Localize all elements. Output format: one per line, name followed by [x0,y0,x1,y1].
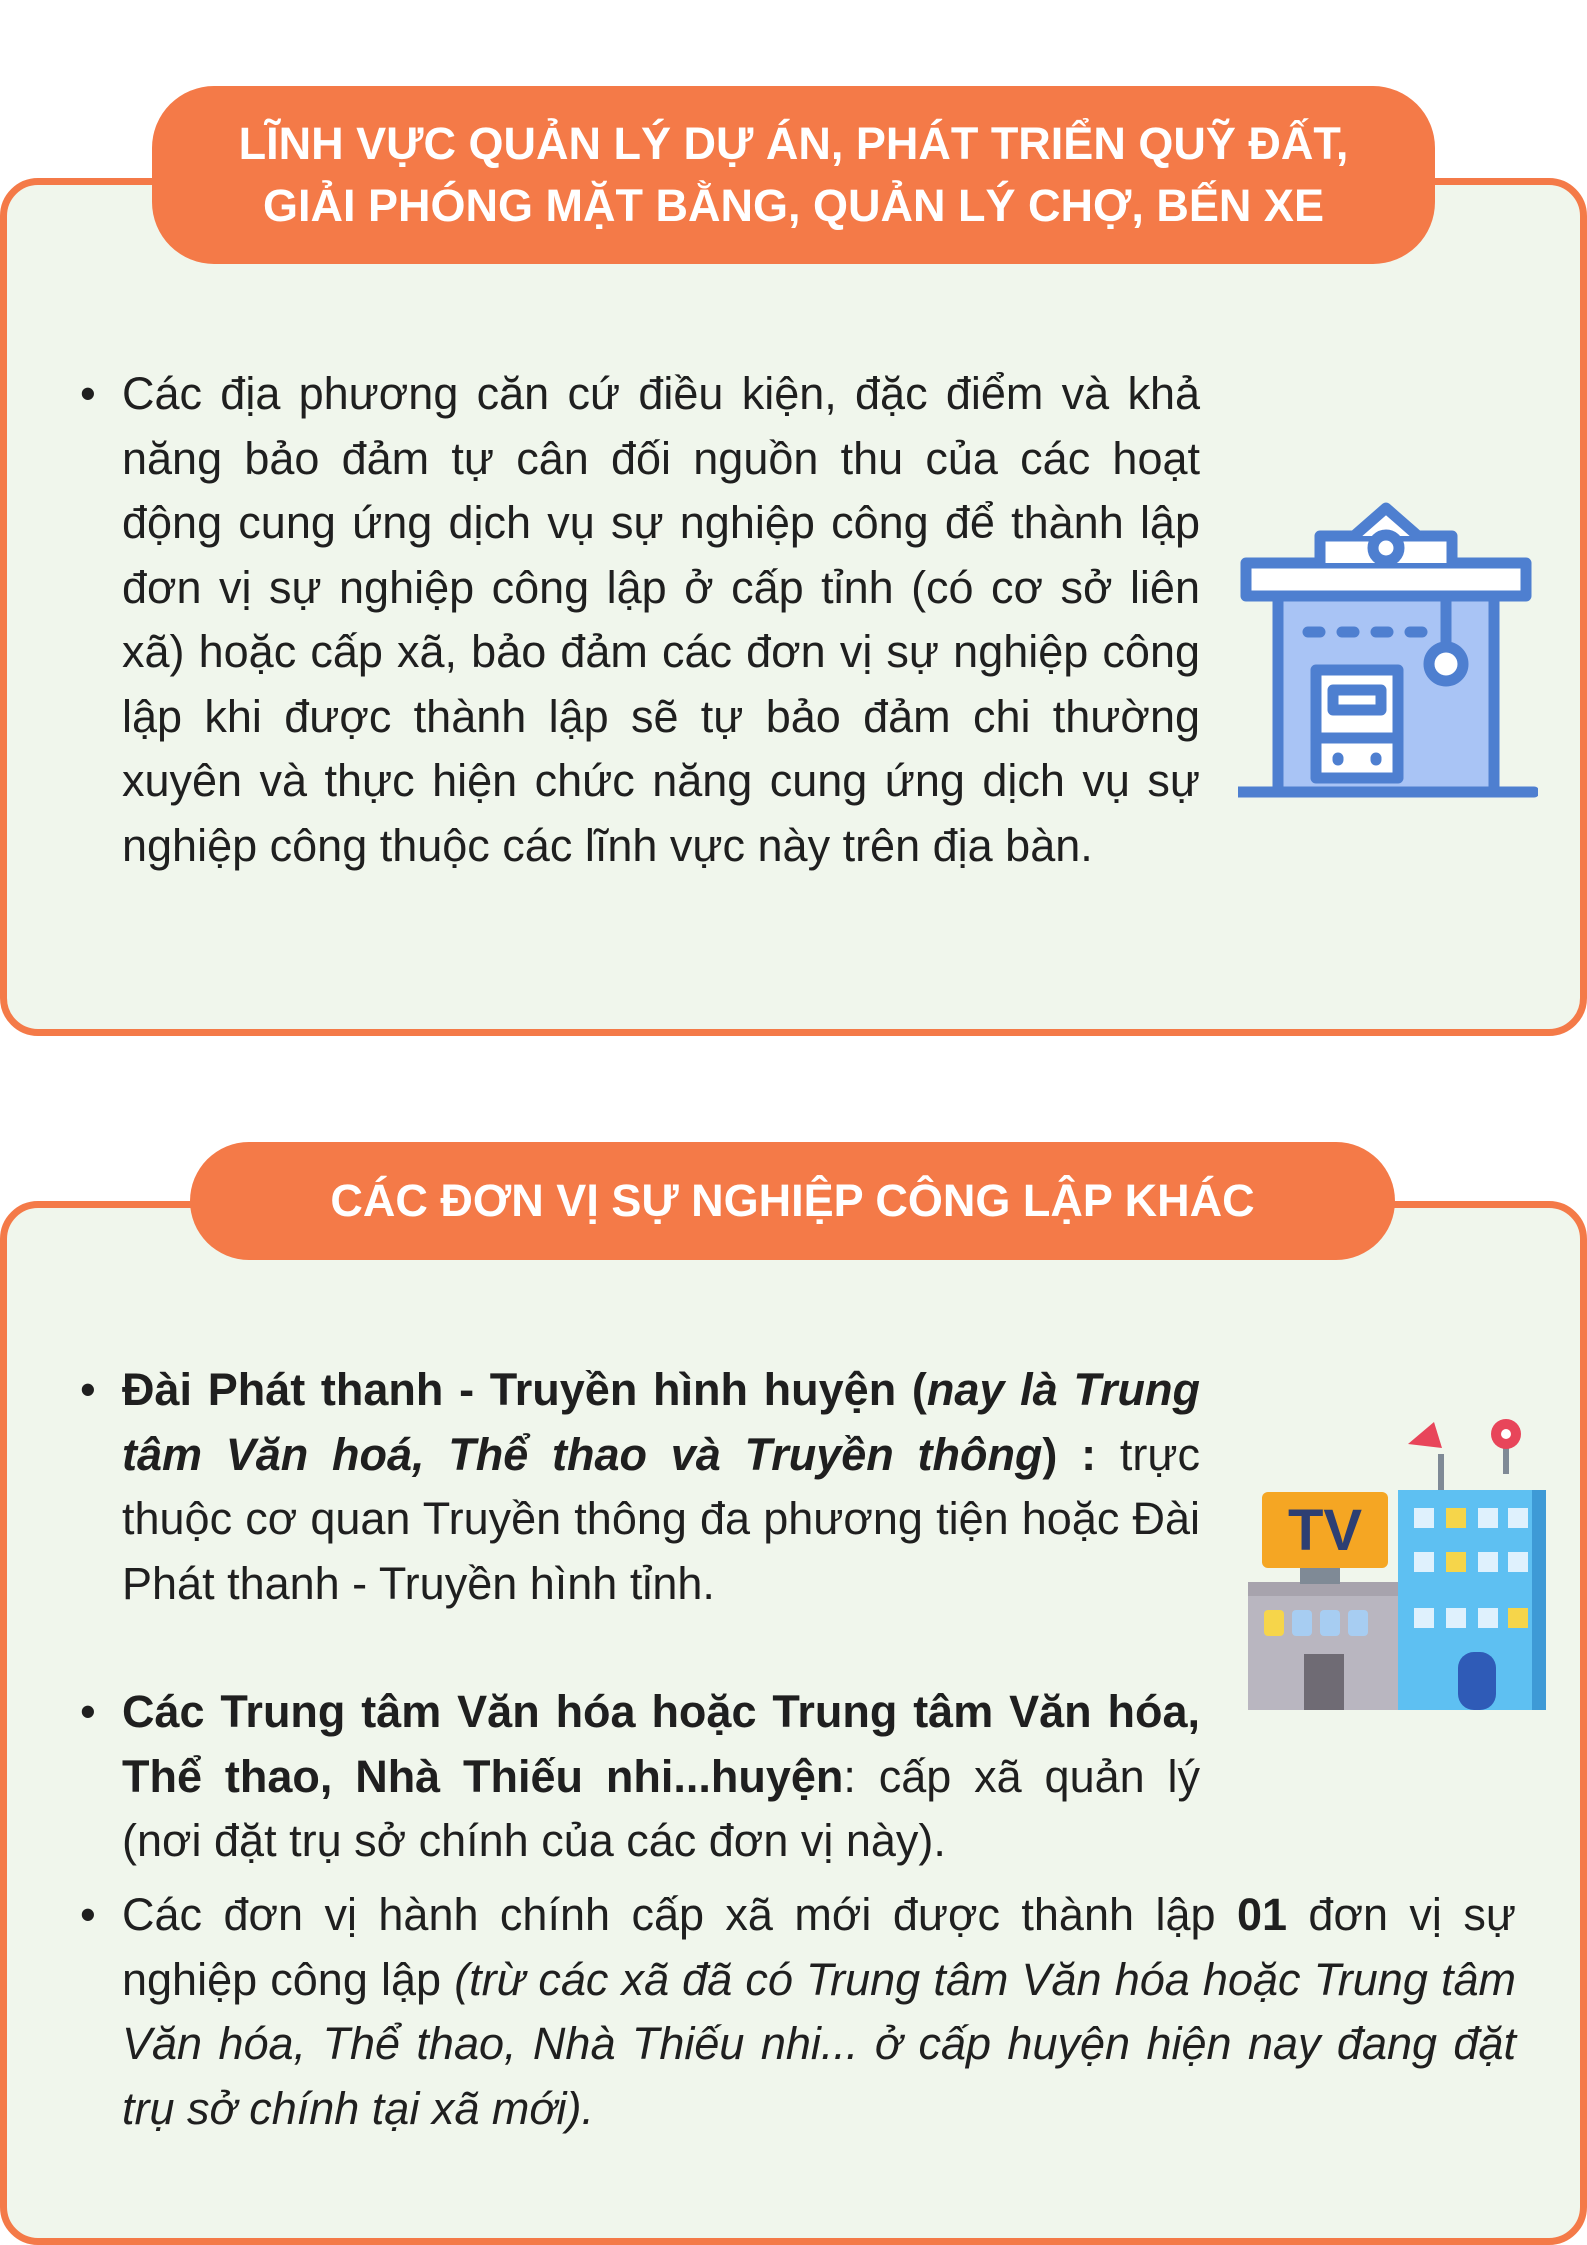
section-1-title [152,86,1435,264]
bullet-dot: • [80,1364,96,1415]
section-1-bullet-text: Các địa phương căn cứ điều kiện, đặc điểm và khả năng bảo đảm tự cân đối nguồn thu của các hoạt động cung ứng dịch vụ sự nghiệp công để thành lập đơn vị sự nghiệp công lập ở cấp tỉnh (có cơ sở liên xã) hoặc cấp xã, bảo đảm các đơn vị sự nghiệp công lập khi được thành lập sẽ tự bảo đảm chi thường xuyên và thực hiện chức năng cung ứng dịch vụ sự nghiệp công thuộc các lĩnh vực này trên địa bàn. [122,368,1200,871]
tv-sign-text: TV [1287,1498,1363,1563]
section-1-title-line2: GIẢI PHÓNG MẶT BẰNG, QUẢN LÝ CHỢ, BẾN XE [263,180,1324,231]
bullet-2-normal: : cấp xã quản lý (nơi đặt trụ sở chính của các đơn vị này). [122,1750,1200,1866]
section-1-title-line1: LĨNH VỰC QUẢN LÝ DỰ ÁN, PHÁT TRIỂN QUỸ ĐẤT, [238,118,1349,169]
bullet-3-normal-a: Các đơn vị hành chính cấp xã mới được thành lập [122,1889,1237,1940]
section-2-body-bottom [80,1883,1516,2141]
bus-station-icon [1238,500,1538,810]
bullet-dot: • [80,368,96,419]
bullet-2-bold: Các Trung tâm Văn hóa hoặc Trung tâm Văn hóa, Thể thao, Nhà Thiếu nhi...huyện [122,1686,1200,1802]
bullet-1-bold-a: Đài Phát thanh - Truyền hình huyện ( [122,1364,927,1415]
bullet-dot: • [80,1889,96,1940]
tv-station-icon [1246,1414,1546,1714]
bullet-1-normal: trực thuộc cơ quan Truyền thông đa phương tiện hoặc Đài Phát thanh - Truyền hình tỉnh. [122,1428,1200,1609]
section-1-bullet [80,362,1200,878]
bullet-3-italic: (trừ các xã đã có Trung tâm Văn hóa hoặc Trung tâm Văn hóa, Thể thao, Nhà Thiếu nhi... ở cấp huyện hiện nay đang đặt trụ sở chính tại xã mới). [122,1953,1517,2134]
section-2-bullet-1 [80,1358,1200,1616]
bullet-3-bold: 01 [1236,1889,1287,1940]
section-2-bullet-3 [80,1883,1516,2141]
bullet-3-normal-b: đơn vị sự nghiệp công lập [122,1889,1516,2005]
bullet-1-bold-b: ) : [1042,1428,1097,1480]
section-2-bullet-2 [80,1680,1200,1874]
section-1-body [80,362,1200,878]
section-2-title [190,1142,1395,1260]
section-2-body-top [80,1358,1200,1874]
bullet-1-bold-italic: nay là Trung tâm Văn hoá, Thể thao và Truyền thông [122,1364,1200,1480]
bullet-dot: • [80,1686,96,1737]
section-2-title-text: CÁC ĐƠN VỊ SỰ NGHIỆP CÔNG LẬP KHÁC [330,1175,1255,1226]
